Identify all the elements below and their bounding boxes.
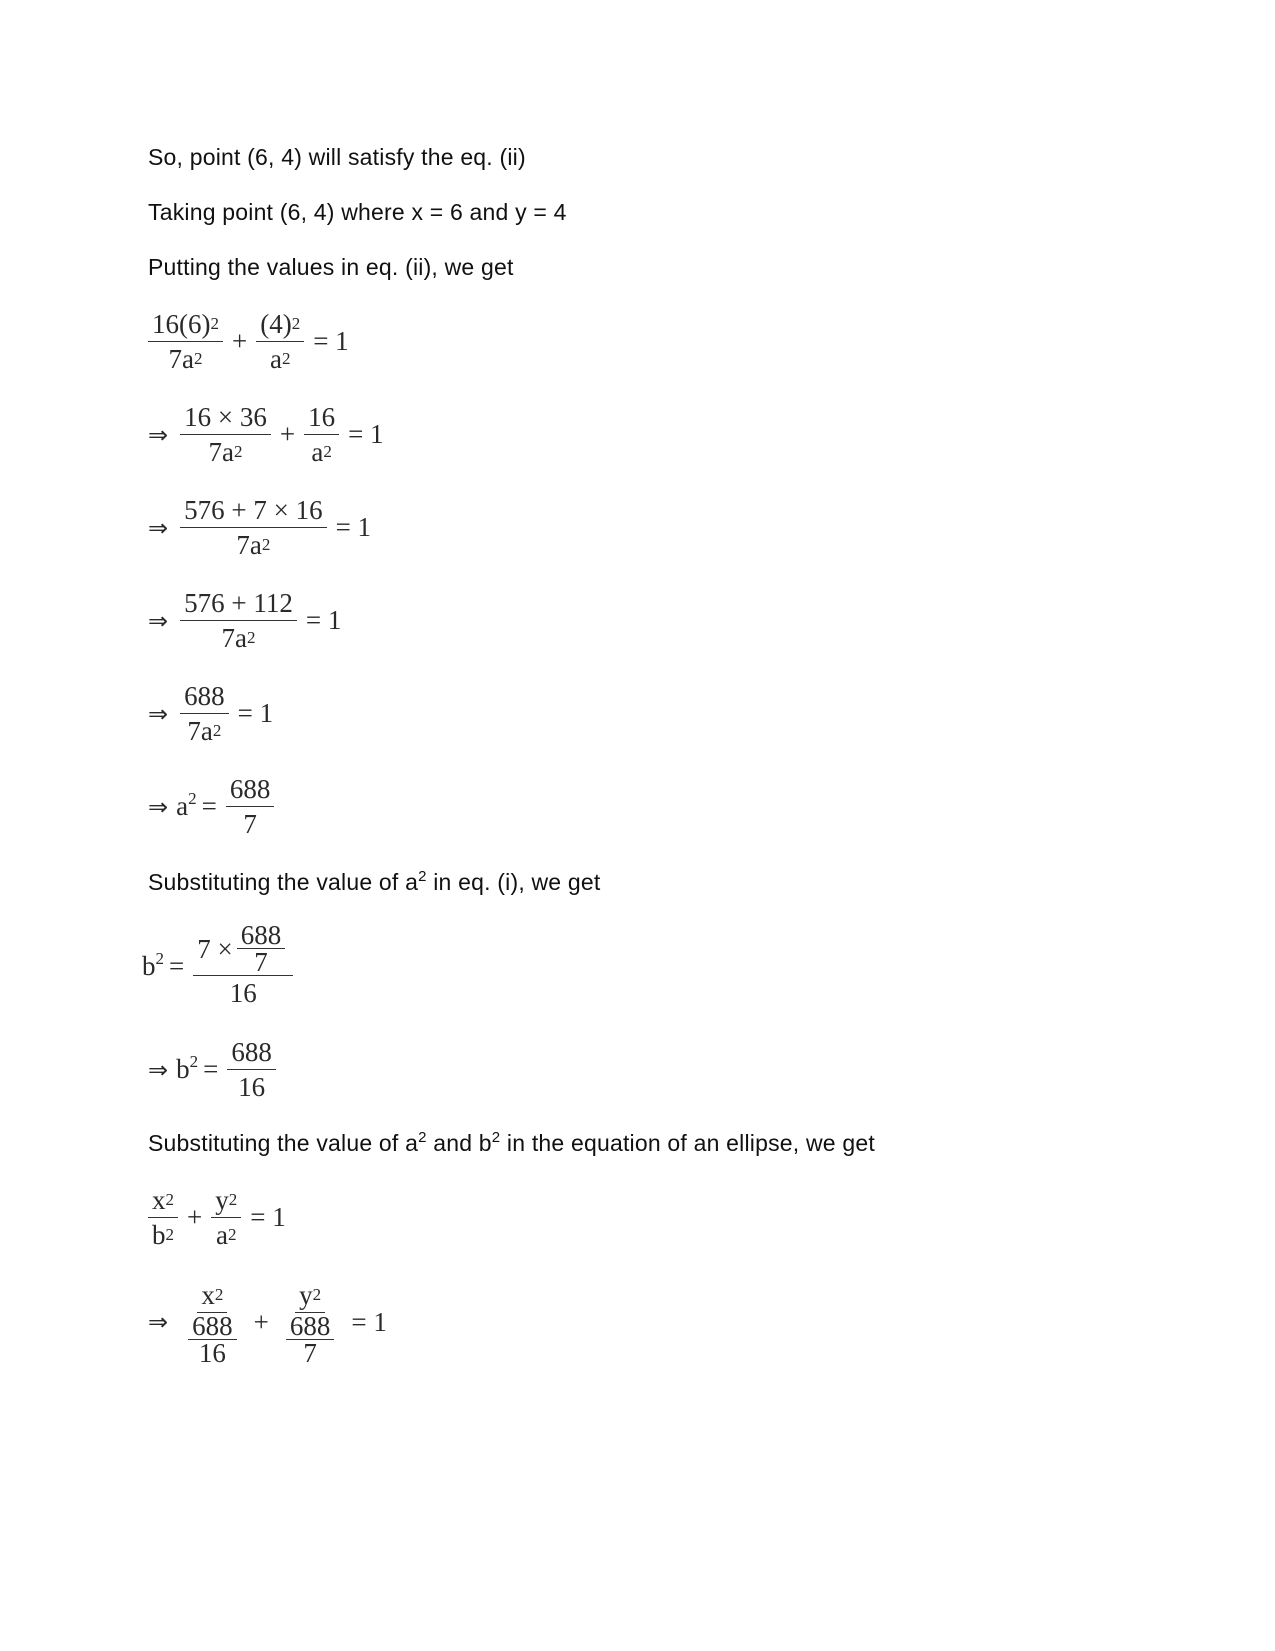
fraction: (4) 2 a 2 (256, 307, 304, 376)
equals-sign: = (203, 1054, 219, 1084)
equation-3 (148, 493, 376, 562)
implies-arrow: ⇒ (148, 420, 169, 449)
plus-sign: + (279, 419, 296, 449)
equals-one: = 1 (348, 419, 384, 449)
text-line-taking-point: Taking point (6, 4) where x = 6 and y = 4 (148, 199, 567, 225)
fraction: 576 + 7 × 16 7a 2 (180, 493, 326, 562)
lhs: $b^2$ (176, 1052, 199, 1084)
equation-6 (148, 772, 278, 841)
equation-7 (142, 922, 297, 1010)
equals-one: = 1 (237, 698, 274, 728)
implies-arrow: ⇒ (148, 1308, 169, 1336)
equals-one: = 1 (351, 1306, 387, 1337)
equals-one: = 1 (250, 1202, 286, 1232)
fraction: 576 + 112 7a 2 (180, 586, 297, 655)
fraction: $\frac{688}{7}$ (237, 922, 286, 975)
fraction: x 2 $\frac{688}{16}$ (180, 1278, 245, 1366)
equation-10 (148, 1278, 392, 1366)
equals-one: = 1 (305, 605, 342, 635)
fraction: 688 7a 2 (180, 679, 229, 748)
fraction: y 2 $\frac{688}{7}$ (278, 1278, 343, 1366)
fraction: $\frac{688}{7}$ (286, 1313, 335, 1366)
equals-sign: = (169, 950, 185, 981)
equation-2 (148, 400, 389, 469)
equals-one: = 1 (313, 326, 349, 356)
fraction: 16 a 2 (304, 400, 339, 469)
text-line-point-satisfies: So, point (6, 4) will satisfy the eq. (ii) (148, 144, 526, 170)
equation-4 (148, 586, 346, 655)
lhs: $a^2$ (176, 789, 197, 821)
fraction: $\frac{688}{7}$ (226, 772, 275, 841)
equation-1 (144, 307, 354, 376)
plus-sign: + (253, 1306, 269, 1337)
implies-arrow: ⇒ (148, 699, 169, 728)
fraction: y 2 a 2 (211, 1183, 241, 1252)
lhs: $b^2$ (142, 948, 164, 981)
implies-arrow: ⇒ (148, 606, 169, 635)
fraction: x 2 b 2 (148, 1183, 178, 1252)
equation-5 (148, 679, 278, 748)
fraction: 16 × 36 7a 2 (180, 400, 271, 469)
fraction: $\frac{688}{16}$ (227, 1035, 276, 1104)
equation-9 (144, 1183, 291, 1252)
plus-sign: + (187, 1202, 203, 1232)
text-line-substituting-a2-b2: Substituting the value of $a^2$ and $b^2$ in the equation of an ellipse, we get (148, 1129, 875, 1156)
implies-arrow: ⇒ (148, 513, 169, 542)
implies-arrow: ⇒ (148, 1055, 169, 1084)
compound-numerator: 7 × $\frac{688}{7}$ (193, 922, 293, 976)
plus-sign: + (231, 326, 248, 356)
text-line-substituting-a2: Substituting the value of $a^2$ in eq. (i), we get (148, 868, 601, 895)
equals-sign: = (201, 791, 217, 821)
equals-one: = 1 (335, 512, 372, 542)
text-line-putting-values: Putting the values in eq. (ii), we get (148, 254, 514, 280)
implies-arrow: ⇒ (148, 792, 169, 821)
equation-8 (148, 1035, 280, 1104)
fraction: 16(6) 2 7a 2 (148, 307, 223, 376)
fraction: 7 × $\frac{688}{7}$ 16 (193, 922, 293, 1010)
fraction: $\frac{688}{16}$ (188, 1313, 237, 1366)
